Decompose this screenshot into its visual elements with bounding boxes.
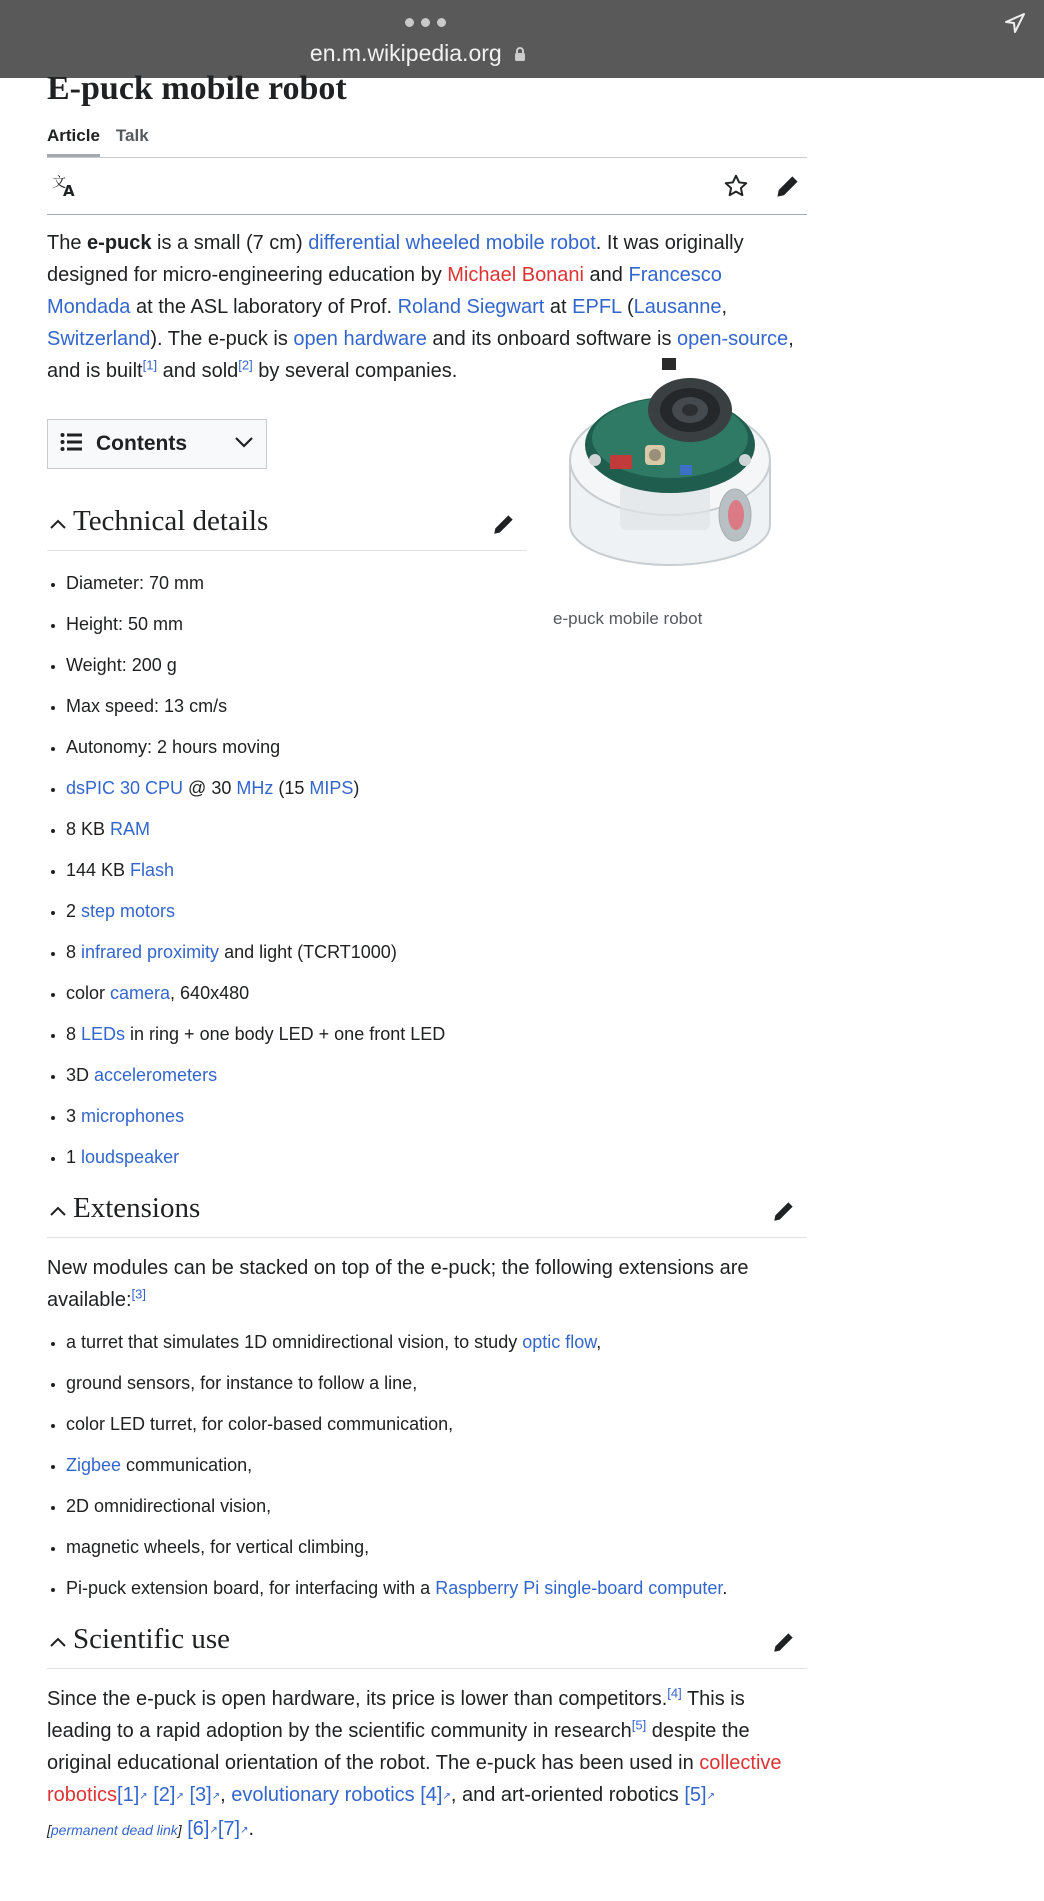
reference-1[interactable]: [1] bbox=[142, 357, 158, 373]
list-item: • Max speed: 13 cm/s bbox=[66, 694, 807, 718]
figure-caption: e-puck mobile robot bbox=[553, 609, 703, 628]
chevron-up-icon bbox=[49, 1635, 67, 1653]
link-mips[interactable]: MIPS bbox=[309, 778, 354, 798]
tab-talk[interactable]: Talk bbox=[115, 126, 149, 145]
technical-list bbox=[47, 571, 807, 1169]
page-title: E-puck mobile robot bbox=[47, 70, 347, 107]
external-link-1[interactable]: [1]↗ bbox=[117, 1784, 148, 1806]
link-open-hardware[interactable]: open hardware bbox=[293, 328, 427, 350]
chevron-up-icon bbox=[49, 517, 67, 535]
section-technical-details[interactable] bbox=[47, 497, 527, 551]
link-infrared-proximity[interactable]: infrared proximity bbox=[81, 942, 220, 962]
external-link-icon: ↗ bbox=[240, 1825, 249, 1836]
list-item: • Diameter: 70 mm bbox=[66, 571, 807, 595]
list-item: • Autonomy: 2 hours moving bbox=[66, 735, 807, 759]
list-item: • Zigbee communication, bbox=[66, 1453, 807, 1477]
link-zigbee[interactable]: Zigbee bbox=[66, 1455, 122, 1475]
link-roland-siegwart[interactable]: Roland Siegwart bbox=[397, 296, 545, 318]
link-open-source[interactable]: open-source bbox=[677, 328, 789, 350]
external-link-icon: ↗ bbox=[442, 1791, 451, 1802]
page-tabs bbox=[47, 126, 807, 157]
external-link-icon: ↗ bbox=[706, 1791, 715, 1802]
link-evolutionary-robotics[interactable]: evolutionary robotics bbox=[231, 1784, 415, 1806]
link-francesco-mondada[interactable]: Francesco Mondada bbox=[47, 264, 722, 318]
link-collective-robotics[interactable]: collective robotics bbox=[47, 1752, 782, 1806]
list-item: • ground sensors, for instance to follow a line, bbox=[66, 1371, 807, 1395]
link-optic-flow[interactable]: optic flow bbox=[522, 1332, 597, 1352]
external-link-icon: ↗ bbox=[209, 1825, 218, 1836]
contents-toggle[interactable] bbox=[47, 419, 267, 469]
section-heading: Extensions bbox=[73, 1192, 201, 1224]
url-text: en.m.wikipedia.org bbox=[309, 40, 502, 66]
section-heading: Scientific use bbox=[73, 1623, 231, 1655]
list-item: • color camera, 640x480 bbox=[66, 981, 807, 1005]
external-link-icon: ↗ bbox=[211, 1791, 221, 1802]
scientific-paragraph: Since the e-puck is open hardware, its price is lower than competitors.[4] This is leading to a rapid adoption by the scientific community in research[5] despite the original educational orientation of the robot. The e-puck has been used in collective robotics[1]↗ [2]↗ [3]↗, evolutionary robotics [4]↗, and art-oriented robotics [5]↗ [permanent dead link] [6]↗[7]↗. bbox=[47, 1685, 782, 1840]
extensions-intro: New modules can be stacked on top of the e-puck; the following extensions are available:[3] bbox=[47, 1257, 749, 1311]
list-item: • 1 loudspeaker bbox=[66, 1145, 807, 1169]
list-item: • 8 KB RAM bbox=[66, 817, 807, 841]
robot-figure bbox=[510, 350, 830, 629]
external-link-icon: ↗ bbox=[139, 1791, 148, 1802]
bold-term: e-puck bbox=[87, 232, 152, 254]
link-flash[interactable]: Flash bbox=[130, 860, 175, 880]
link-switzerland[interactable]: Switzerland bbox=[47, 328, 151, 350]
list-item: • 8 LEDs in ring + one body LED + one front LED bbox=[66, 1022, 807, 1046]
reference-3[interactable]: [3] bbox=[131, 1286, 146, 1302]
link-mhz[interactable]: MHz bbox=[236, 778, 274, 798]
external-link-icon: ↗ bbox=[175, 1791, 184, 1802]
intro-paragraph: The e-puck is a small (7 cm) differential wheeled mobile robot. It was originally designed for micro-engineering education by Michael Bonani and Francesco Mondada at the ASL laboratory of Prof. Roland Siegwart at EPFL (Lausanne, Switzerland). The e-puck is open hardware and its onboard software is open-source, and is built[1] and sold[2] by several companies. bbox=[47, 232, 794, 382]
list-item: • 8 infrared proximity and light (TCRT1000) bbox=[66, 940, 807, 964]
tab-article[interactable]: Article bbox=[47, 126, 100, 157]
list-item: • magnetic wheels, for vertical climbing, bbox=[66, 1535, 807, 1559]
external-link-7[interactable]: [7]↗ bbox=[217, 1818, 249, 1840]
list-item: • 2D omnidirectional vision, bbox=[66, 1494, 807, 1518]
list-item: • dsPIC 30 CPU @ 30 MHz (15 MIPS) bbox=[66, 776, 807, 800]
navigation-arrow-icon bbox=[1004, 12, 1026, 39]
external-link-4[interactable]: [4]↗ bbox=[420, 1784, 451, 1806]
link-camera[interactable]: camera bbox=[110, 983, 171, 1003]
link-dspic[interactable]: dsPIC 30 CPU bbox=[66, 778, 184, 798]
link-michael-bonani[interactable]: Michael Bonani bbox=[447, 264, 584, 286]
svg-text:A: A bbox=[63, 182, 75, 198]
extensions-list bbox=[47, 1330, 807, 1600]
contents-label: Contents bbox=[96, 432, 187, 455]
external-link-6[interactable]: [6]↗ bbox=[187, 1818, 218, 1840]
list-item: • Pi-puck extension board, for interfacing with a Raspberry Pi single-board computer. bbox=[66, 1576, 807, 1600]
list-item: • 3D accelerometers bbox=[66, 1063, 807, 1087]
star-icon[interactable] bbox=[723, 173, 749, 204]
list-item: • 144 KB Flash bbox=[66, 858, 807, 882]
reference-4[interactable]: [4] bbox=[667, 1685, 682, 1701]
pencil-icon[interactable] bbox=[771, 1629, 797, 1660]
page-actions bbox=[47, 158, 807, 215]
section-heading: Technical details bbox=[73, 505, 269, 537]
section-extensions[interactable] bbox=[47, 1184, 807, 1238]
link-leds[interactable]: LEDs bbox=[81, 1024, 126, 1044]
link-loudspeaker[interactable]: loudspeaker bbox=[81, 1147, 180, 1167]
link-epfl[interactable]: EPFL bbox=[572, 296, 622, 318]
section-scientific-use[interactable] bbox=[47, 1615, 807, 1669]
list-item: • a turret that simulates 1D omnidirectional vision, to study optic flow, bbox=[66, 1330, 807, 1354]
external-link-3[interactable]: [3]↗ bbox=[189, 1784, 221, 1806]
list-item: • color LED turret, for color-based communication, bbox=[66, 1412, 807, 1436]
link-accelerometers[interactable]: accelerometers bbox=[94, 1065, 218, 1085]
link-permanent-dead-link[interactable]: permanent dead link bbox=[50, 1822, 178, 1838]
list-item: • Height: 50 mm bbox=[66, 612, 807, 636]
link-step-motors[interactable]: step motors bbox=[81, 901, 176, 921]
chevron-down-icon bbox=[234, 435, 254, 453]
reference-5[interactable]: [5] bbox=[631, 1717, 647, 1733]
link-lausanne[interactable]: Lausanne bbox=[633, 296, 722, 318]
list-item: • Weight: 200 g bbox=[66, 653, 807, 677]
robot-image[interactable] bbox=[550, 350, 790, 590]
link-microphones[interactable]: microphones bbox=[81, 1106, 185, 1126]
reference-2[interactable]: [2] bbox=[238, 357, 253, 373]
pencil-icon[interactable] bbox=[775, 173, 801, 204]
pencil-icon[interactable] bbox=[771, 1198, 797, 1229]
external-link-5[interactable]: [5]↗ bbox=[684, 1784, 715, 1806]
list-item: • 2 step motors bbox=[66, 899, 807, 923]
svg-text:文: 文 bbox=[52, 175, 66, 191]
dead-link-note: [permanent dead link] bbox=[47, 1822, 182, 1838]
language-icon[interactable] bbox=[52, 174, 78, 203]
external-link-2[interactable]: [2]↗ bbox=[153, 1784, 184, 1806]
more-options-icon[interactable] bbox=[405, 18, 446, 27]
link-differential-robot[interactable]: differential wheeled mobile robot bbox=[308, 232, 596, 254]
article-content bbox=[47, 64, 807, 1847]
link-ram[interactable]: RAM bbox=[110, 819, 151, 839]
link-raspberry-pi[interactable]: Raspberry Pi single-board computer bbox=[435, 1578, 723, 1598]
list-icon bbox=[60, 432, 82, 457]
list-item: • 3 microphones bbox=[66, 1104, 807, 1128]
chevron-up-icon bbox=[49, 1204, 67, 1222]
